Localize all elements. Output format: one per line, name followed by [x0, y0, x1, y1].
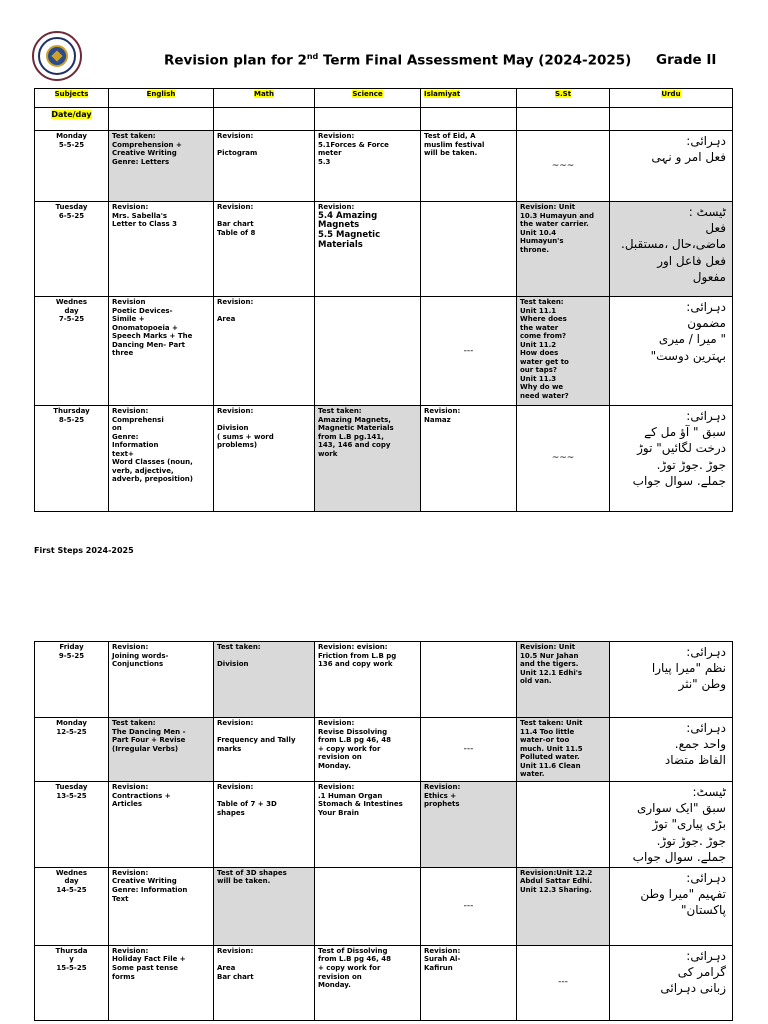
islamiyat-cell	[421, 406, 517, 512]
urdu-text: ٹیسٹ: سبق "ایک سواری بڑی پیاری" توڑ جوڑ .جوڑ توڑ. جملے. سوال جواب	[632, 785, 726, 864]
islamiyat-cell	[421, 945, 517, 1020]
sst-text: ---	[558, 977, 568, 988]
math-cell	[214, 782, 315, 868]
english-cell	[109, 718, 214, 782]
table-row	[35, 782, 733, 868]
urdu-text: دہرائی: نظم "میرا پیارا وطن "نثر	[651, 645, 726, 692]
sst-text: Test taken: Unit 11.1 Where does the water come from? Unit 11.2 How does water get to our taps? Unit 11.3 Why do we need water?	[520, 298, 569, 400]
revision-table-week-2	[34, 641, 733, 1021]
sst-text: ~~~	[551, 160, 575, 171]
urdu-text: دہرائی: سبق " آؤ مل کے درخت لگائیں" توڑ جوڑ .جوڑ توڑ. جملے. سوال جواب	[632, 409, 726, 488]
science-text: Test of Dissolving from L.B pg 46, 48 + copy work for revision on Monday.	[318, 946, 391, 990]
english-text: Test taken: The Dancing Men - Part Four + Revise (Irregular Verbs)	[112, 719, 186, 753]
page-title: Revision plan for 2nd Term Final Assessment May (2024-2025)	[164, 52, 632, 69]
islamiyat-text: ---	[463, 345, 474, 356]
english-cell	[109, 782, 214, 868]
table-row	[35, 202, 733, 297]
science-text: Revision: evision: Friction from L.B pg 136 and copy work	[318, 643, 397, 669]
islamiyat-text: Revision: Namaz	[424, 407, 461, 424]
urdu-text: ٹیسٹ : فعل ماضی،حال ،مستقبل. فعل فاعل اور مفعول	[621, 205, 726, 284]
urdu-cell	[610, 782, 733, 868]
sst-cell	[517, 718, 610, 782]
school-logo	[32, 31, 82, 81]
english-cell	[109, 406, 214, 512]
english-cell	[109, 867, 214, 945]
science-cell	[315, 945, 421, 1020]
science-topics: 5.4 Amazing Magnets 5.5 Magnetic Materials	[318, 210, 381, 250]
sst-cell	[517, 867, 610, 945]
science-text: Revision: Revise Dissolving from L.B pg 46, 48 + copy work for revision on Monday.	[318, 719, 391, 770]
urdu-cell	[610, 406, 733, 512]
math-cell	[214, 406, 315, 512]
english-text: Revision: Contractions + Articles	[112, 783, 171, 809]
urdu-text: دہرائی: مضمون " میرا / میری بہترین دوست"	[650, 300, 726, 363]
sst-text: Revision: Unit 10.5 Nur Jahan and the tigers. Unit 12.1 Edhi's old van.	[520, 643, 583, 686]
english-text: Revision: Joining words- Conjunctions	[112, 643, 169, 669]
english-cell	[109, 131, 214, 202]
sst-cell	[517, 297, 610, 406]
table-header-row	[35, 89, 733, 108]
islamiyat-cell	[421, 718, 517, 782]
day-cell	[35, 718, 109, 782]
science-cell	[315, 718, 421, 782]
sst-cell	[517, 406, 610, 512]
math-text: Revision: Area	[217, 298, 254, 324]
header-math: Math	[253, 90, 275, 98]
math-cell	[214, 642, 315, 718]
math-text: Revision: Bar chart Table of 8	[217, 203, 256, 237]
header-islamiyat: Islamiyat	[424, 90, 461, 98]
islamiyat-cell	[421, 782, 517, 868]
math-text: Revision: Frequency and Tally marks	[217, 719, 296, 753]
table-row	[35, 867, 733, 945]
english-cell	[109, 297, 214, 406]
islamiyat-text: Revision: Surah Al- Kafirun	[424, 946, 461, 972]
sst-cell	[517, 642, 610, 718]
english-text: Revision: Mrs. Sabella's Letter to Class 3	[112, 203, 178, 229]
header-subjects: Subjects	[54, 90, 89, 98]
english-text: Test taken: Comprehension + Creative Writing Genre: Letters	[112, 132, 182, 166]
day-text: Wednes day 7-5-25	[55, 298, 88, 324]
science-text: Test taken: Amazing Magnets, Magnetic Materials from L.B pg.141, 143, 146 and copy work	[318, 407, 394, 458]
math-text: Revision: Area Bar chart	[217, 946, 254, 981]
english-text: Revision: Comprehensi on Genre: Information text+ Word Classes (noun, verb, adjective, adverb, preposition)	[112, 407, 193, 484]
science-cell	[315, 406, 421, 512]
footer-text: First Steps 2024-2025	[34, 546, 134, 555]
islamiyat-cell	[421, 867, 517, 945]
science-text: Revision: .1 Human Organ Stomach & Intestines Your Brain	[318, 783, 403, 817]
islamiyat-text: ---	[463, 744, 474, 755]
science-cell	[315, 297, 421, 406]
islamiyat-cell	[421, 642, 517, 718]
english-cell	[109, 945, 214, 1020]
math-cell	[214, 945, 315, 1020]
day-cell	[35, 297, 109, 406]
science-text: Revision: 5.1Forces & Force meter 5.3	[318, 132, 389, 166]
day-text: Wednes day 14-5-25	[55, 868, 88, 894]
revision-table-week-1	[34, 88, 733, 512]
sst-cell	[517, 945, 610, 1020]
day-cell	[35, 202, 109, 297]
day-text: Thursday 8-5-25	[53, 407, 90, 424]
english-text: Revision: Creative Writing Genre: Information Text	[112, 868, 188, 903]
urdu-cell	[610, 202, 733, 297]
math-cell	[214, 718, 315, 782]
english-text: Revision: Holiday Fact File + Some past tense forms	[112, 946, 186, 981]
urdu-text: دہرائی: واحد جمع. الفاظ متضاد	[664, 721, 726, 768]
urdu-cell	[610, 718, 733, 782]
urdu-text: دہرائی: تفہیم "میرا وطن پاکستان"	[640, 870, 726, 918]
science-cell	[315, 642, 421, 718]
science-label: Revision:	[318, 203, 355, 211]
day-cell	[35, 642, 109, 718]
sst-text: Test taken: Unit 11.4 Too little water-or too much. Unit 11.5 Polluted water. Unit 11.6 Clean water.	[520, 719, 583, 779]
header-urdu: Urdu	[661, 90, 681, 98]
islamiyat-text: Revision: Ethics + prophets	[424, 783, 461, 809]
day-cell	[35, 945, 109, 1020]
urdu-text: دہرائی: فعل امر و نہی	[651, 134, 726, 165]
islamiyat-cell	[421, 202, 517, 297]
day-cell	[35, 131, 109, 202]
day-text: Monday 12-5-25	[56, 719, 87, 736]
math-text: Revision: Pictogram	[217, 132, 258, 158]
table-row	[35, 406, 733, 512]
table-row	[35, 131, 733, 202]
sst-text: Revision:Unit 12.2 Abdul Sattar Edhi. Unit 12.3 Sharing.	[520, 868, 593, 894]
header-english: English	[146, 90, 176, 98]
urdu-cell	[610, 867, 733, 945]
grade-label: Grade II	[656, 52, 717, 68]
header-sst: S.St	[554, 90, 572, 98]
sst-text: Revision: Unit 10.3 Humayun and the water carrier. Unit 10.4 Humayun's throne.	[520, 203, 595, 254]
day-text: Friday 9-5-25	[58, 643, 85, 660]
islamiyat-cell	[421, 131, 517, 202]
math-cell	[214, 202, 315, 297]
science-cell	[315, 202, 421, 297]
day-cell	[35, 406, 109, 512]
day-text: Monday 5-5-25	[56, 132, 87, 149]
science-cell	[315, 867, 421, 945]
math-text: Test taken: Division	[217, 643, 261, 669]
urdu-cell	[610, 945, 733, 1020]
day-text: Tuesday 13-5-25	[55, 783, 88, 800]
math-text: Revision: Division ( sums + word problems)	[217, 407, 274, 450]
table-row	[35, 718, 733, 782]
day-cell	[35, 782, 109, 868]
science-cell	[315, 131, 421, 202]
math-text: Test of 3D shapes will be taken.	[217, 868, 287, 886]
science-cell	[315, 782, 421, 868]
sst-cell	[517, 782, 610, 868]
table-row	[35, 297, 733, 406]
header-science: Science	[352, 90, 383, 98]
islamiyat-text: ---	[463, 900, 474, 911]
table-row	[35, 945, 733, 1020]
english-cell	[109, 642, 214, 718]
english-cell	[109, 202, 214, 297]
math-cell	[214, 297, 315, 406]
islamiyat-text: Test of Eid, A muslim festival will be taken.	[424, 132, 485, 158]
sst-cell	[517, 131, 610, 202]
urdu-cell	[610, 297, 733, 406]
urdu-cell	[610, 131, 733, 202]
english-text: Revision Poetic Devices- Simile + Onomatopoeia + Speech Marks + The Dancing Men- Part three	[112, 298, 193, 358]
math-text: Revision: Table of 7 + 3D shapes	[217, 783, 277, 817]
islamiyat-cell	[421, 297, 517, 406]
sst-text: ~~~	[551, 453, 575, 464]
day-text: Thursda y 15-5-25	[55, 946, 88, 972]
math-cell	[214, 867, 315, 945]
header-date-day: Date/day	[51, 110, 92, 119]
math-cell	[214, 131, 315, 202]
urdu-cell	[610, 642, 733, 718]
urdu-text: دہرائی: گرامر کی زبانی دہرائی	[660, 948, 726, 996]
table-row	[35, 642, 733, 718]
sst-cell	[517, 202, 610, 297]
date-label-row	[35, 108, 733, 131]
day-cell	[35, 867, 109, 945]
day-text: Tuesday 6-5-25	[55, 203, 88, 220]
